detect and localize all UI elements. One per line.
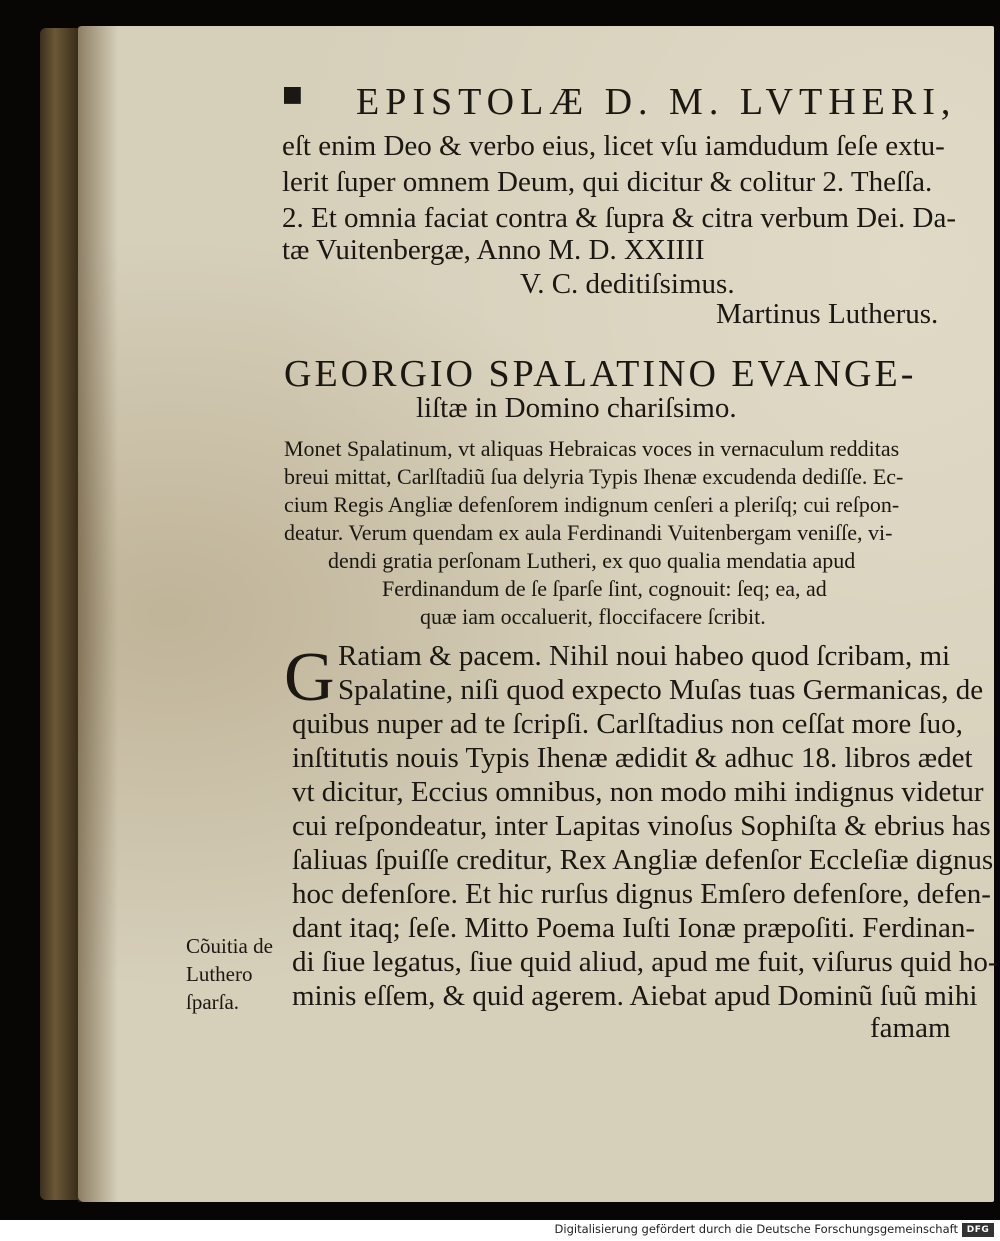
summary-line: deatur. Verum quendam ex aula Ferdinandi Vuitenbergam veniſſe, vi- bbox=[284, 520, 893, 545]
summary-line: breui mittat, Carlſtadiũ ſua delyria Typis Ihenæ excudenda dediſſe. Ec- bbox=[284, 464, 904, 489]
gutter-shadow bbox=[78, 26, 118, 1202]
body-line: cui reſpondeatur, inter Lapitas vinoſus Sophiſta & ebrius has bbox=[292, 810, 991, 842]
body-line: quibus nuper ad te ſcripſi. Carlſtadius non ceſſat more ſuo, bbox=[292, 708, 963, 740]
running-head bbox=[282, 78, 957, 128]
body-line: hoc defenſore. Et hic rurſus dignus Emſero defenſore, defen- bbox=[292, 878, 991, 910]
body-line: vt dicitur, Eccius omnibus, non modo mihi indignus videtur bbox=[292, 776, 984, 808]
signature: Martinus Lutherus. bbox=[716, 298, 939, 330]
summary-line: dendi gratia perſonam Lutheri, ex quo qualia mendatia apud bbox=[328, 548, 856, 573]
body-line: di ſiue legatus, ſiue quid aliud, apud me fuit, viſurus quid ho- bbox=[292, 946, 998, 978]
summary-line: Monet Spalatinum, vt aliquas Hebraicas voces in vernaculum redditas bbox=[284, 436, 900, 461]
marginal-line: ſparſa. bbox=[186, 990, 240, 1014]
heading-line-1: GEORGIO SPALATINO EVANGE- bbox=[284, 353, 917, 395]
body-line: Ratiam & pacem. Nihil noui habeo quod ſcribam, mi bbox=[338, 640, 951, 672]
catchword: famam bbox=[870, 1012, 951, 1044]
body-line: ſaliuas ſpuiſſe creditur, Rex Angliæ defenſor Eccleſiæ dignus bbox=[292, 844, 994, 876]
body-line: inſtitutis nouis Typis Ihenæ ædidit & adhuc 18. libros ædet bbox=[292, 742, 973, 774]
drop-cap: G bbox=[284, 639, 335, 716]
footer-bar bbox=[0, 1220, 1000, 1241]
marginal-line: Luthero bbox=[186, 962, 253, 986]
funding-credit: Digitalisierung gefördert durch die Deutsche Forschungsgemeinschaft bbox=[554, 1222, 958, 1236]
body-line: minis eſſem, & quid agerem. Aiebat apud Dominũ ſuũ mihi bbox=[292, 980, 978, 1012]
running-head-title: EPISTOLÆ D. M. LVTHERI, bbox=[356, 81, 957, 123]
summary-line: quæ iam occaluerit, floccifacere ſcribit. bbox=[420, 604, 766, 629]
body-line: Spalatine, niſi quod expecto Muſas tuas Germanicas, de bbox=[338, 674, 984, 706]
intro-line: tæ Vuitenbergæ, Anno M. D. XXIIII bbox=[282, 234, 705, 266]
dfg-logo: DFG bbox=[962, 1223, 994, 1237]
ornament-mark: ■ bbox=[282, 82, 303, 107]
intro-line: eſt enim Deo & verbo eius, licet vſu iamdudum ſeſe extu- bbox=[282, 130, 945, 162]
heading-line-2: liſtæ in Domino chariſsimo. bbox=[416, 392, 737, 424]
body-line: dant itaq; ſeſe. Mitto Poema Iuſti Ionæ præpoſiti. Ferdinan- bbox=[292, 912, 976, 944]
marginal-line: Cõuitia de bbox=[186, 934, 273, 958]
valediction: V. C. deditiſsimus. bbox=[520, 268, 735, 300]
intro-line: lerit ſuper omnem Deum, qui dicitur & colitur 2. Theſſa. bbox=[282, 166, 933, 198]
intro-line: 2. Et omnia faciat contra & ſupra & citra verbum Dei. Da- bbox=[282, 202, 956, 234]
summary-line: cium Regis Angliæ defenſorem indignum cenſeri a pleriſq; cui reſpon- bbox=[284, 492, 900, 517]
summary-line: Ferdinandum de ſe ſparſe ſint, cognouit: ſeq; ea, ad bbox=[382, 576, 827, 601]
